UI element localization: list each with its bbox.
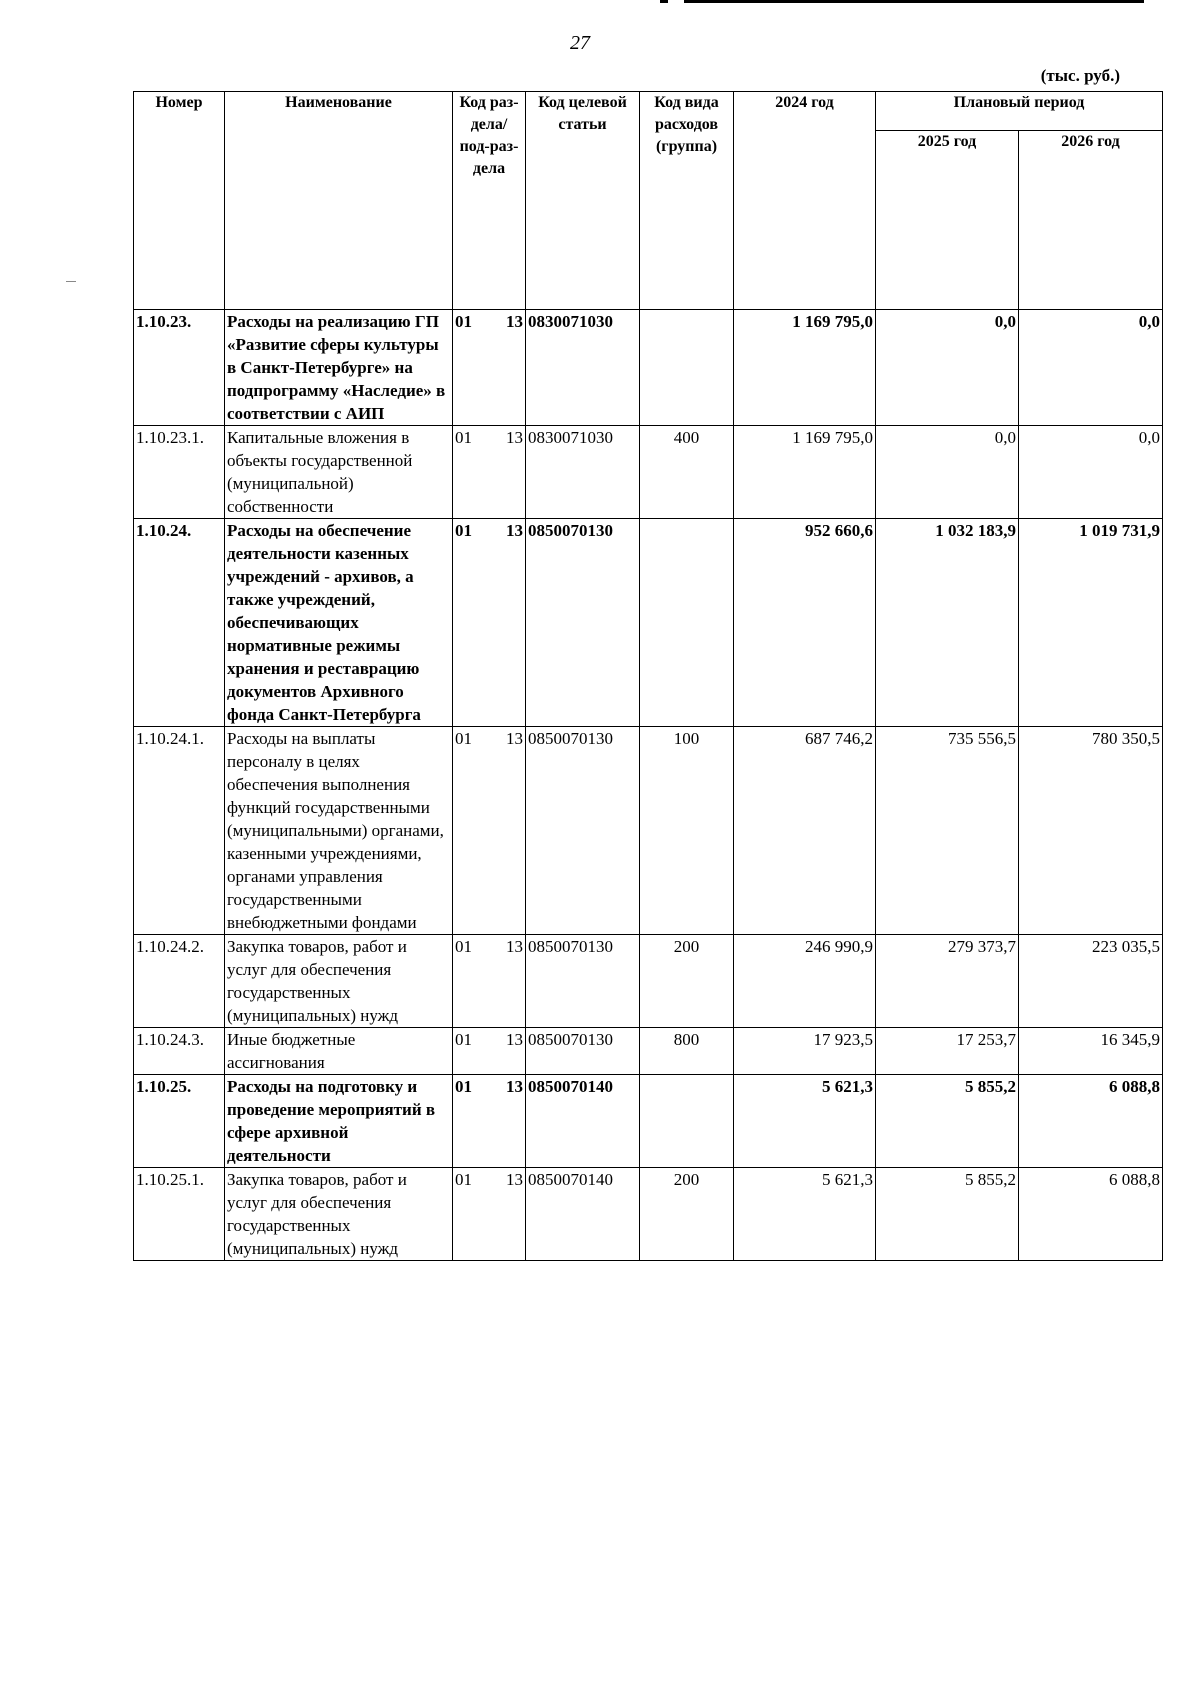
header-razdel: Код раз-дела/ под-раз-дела xyxy=(453,92,526,310)
row-expense-type: 200 xyxy=(640,935,734,1028)
row-razdel xyxy=(453,1168,526,1261)
row-target: 0850070140 xyxy=(526,1075,640,1168)
row-value-2024: 17 923,5 xyxy=(734,1028,876,1075)
row-name: Расходы на реализацию ГП «Развитие сферы культуры в Санкт-Петербурге» на подпрограмму «Наследие» в соответствии с АИП xyxy=(225,310,453,426)
row-target: 0850070130 xyxy=(526,935,640,1028)
row-value-2024: 5 621,3 xyxy=(734,1075,876,1168)
row-value-2024: 952 660,6 xyxy=(734,519,876,727)
header-planned-period: Плановый период xyxy=(876,92,1163,131)
row-name: Расходы на подготовку и проведение мероприятий в сфере архивной деятельности xyxy=(225,1075,453,1168)
row-number: 1.10.24.3. xyxy=(134,1028,225,1075)
row-value-2025: 1 032 183,9 xyxy=(876,519,1019,727)
row-razdel-code: 01 xyxy=(455,937,472,956)
row-target: 0830071030 xyxy=(526,310,640,426)
row-value-2025: 5 855,2 xyxy=(876,1075,1019,1168)
row-razdel-code: 01 xyxy=(455,1030,472,1049)
row-razdel xyxy=(453,1075,526,1168)
row-target: 0850070130 xyxy=(526,519,640,727)
row-value-2026: 16 345,9 xyxy=(1019,1028,1163,1075)
row-value-2026: 780 350,5 xyxy=(1019,727,1163,935)
row-number: 1.10.23. xyxy=(134,310,225,426)
row-value-2025: 5 855,2 xyxy=(876,1168,1019,1261)
header-2024: 2024 год xyxy=(734,92,876,310)
row-value-2024: 246 990,9 xyxy=(734,935,876,1028)
row-value-2024: 687 746,2 xyxy=(734,727,876,935)
row-value-2026: 223 035,5 xyxy=(1019,935,1163,1028)
row-expense-type xyxy=(640,310,734,426)
row-value-2025: 279 373,7 xyxy=(876,935,1019,1028)
row-value-2025: 0,0 xyxy=(876,310,1019,426)
row-value-2026: 6 088,8 xyxy=(1019,1168,1163,1261)
row-target: 0850070140 xyxy=(526,1168,640,1261)
table-header xyxy=(134,92,1163,310)
row-razdel-code: 01 xyxy=(455,1077,472,1096)
table-row xyxy=(134,1168,1163,1261)
row-razdel xyxy=(453,426,526,519)
row-value-2026: 0,0 xyxy=(1019,310,1163,426)
row-value-2025: 0,0 xyxy=(876,426,1019,519)
row-name: Капитальные вложения в объекты государственной (муниципальной) собственности xyxy=(225,426,453,519)
table-row xyxy=(134,1028,1163,1075)
row-value-2024: 1 169 795,0 xyxy=(734,310,876,426)
row-value-2024: 5 621,3 xyxy=(734,1168,876,1261)
row-podrazdel-code: 13 xyxy=(506,521,523,540)
row-razdel xyxy=(453,727,526,935)
row-podrazdel-code: 13 xyxy=(506,937,523,956)
table-row xyxy=(134,935,1163,1028)
row-number: 1.10.25. xyxy=(134,1075,225,1168)
row-podrazdel-code: 13 xyxy=(506,1030,523,1049)
header-number: Номер xyxy=(134,92,225,310)
row-podrazdel-code: 13 xyxy=(506,1077,523,1096)
row-razdel xyxy=(453,519,526,727)
units-label: (тыс. руб.) xyxy=(1040,66,1120,85)
row-number: 1.10.23.1. xyxy=(134,426,225,519)
row-name: Закупка товаров, работ и услуг для обеспечения государственных (муниципальных) нужд xyxy=(225,935,453,1028)
header-target: Код целевой статьи xyxy=(526,92,640,310)
row-razdel-code: 01 xyxy=(455,729,472,748)
row-target: 0830071030 xyxy=(526,426,640,519)
row-value-2025: 735 556,5 xyxy=(876,727,1019,935)
table-row xyxy=(134,727,1163,935)
table-row xyxy=(134,426,1163,519)
row-podrazdel-code: 13 xyxy=(506,1170,523,1189)
row-expense-type: 800 xyxy=(640,1028,734,1075)
scan-edge-mark xyxy=(660,0,668,3)
row-value-2026: 1 019 731,9 xyxy=(1019,519,1163,727)
row-expense-type: 100 xyxy=(640,727,734,935)
table-row xyxy=(134,1075,1163,1168)
table-body xyxy=(134,310,1163,1261)
row-razdel xyxy=(453,1028,526,1075)
row-value-2025: 17 253,7 xyxy=(876,1028,1019,1075)
row-number: 1.10.24.2. xyxy=(134,935,225,1028)
table-row xyxy=(134,310,1163,426)
row-name: Иные бюджетные ассигнования xyxy=(225,1028,453,1075)
row-razdel-code: 01 xyxy=(455,312,472,331)
row-expense-type: 400 xyxy=(640,426,734,519)
row-expense-type xyxy=(640,519,734,727)
scan-top-rule xyxy=(684,0,1144,3)
row-value-2024: 1 169 795,0 xyxy=(734,426,876,519)
row-number: 1.10.25.1. xyxy=(134,1168,225,1261)
row-expense-type: 200 xyxy=(640,1168,734,1261)
row-number: 1.10.24. xyxy=(134,519,225,727)
row-value-2026: 0,0 xyxy=(1019,426,1163,519)
row-razdel-code: 01 xyxy=(455,1170,472,1189)
row-target: 0850070130 xyxy=(526,727,640,935)
row-podrazdel-code: 13 xyxy=(506,428,523,447)
header-expense-type: Код вида расходов (группа) xyxy=(640,92,734,310)
scan-margin-mark xyxy=(66,281,76,282)
budget-table xyxy=(133,91,1163,1261)
row-name: Расходы на выплаты персоналу в целях обеспечения выполнения функций государственными (муниципальными) органами, казенными учреждениями, органами управления государственными внебюджетными фондами xyxy=(225,727,453,935)
row-expense-type xyxy=(640,1075,734,1168)
row-razdel-code: 01 xyxy=(455,428,472,447)
row-value-2026: 6 088,8 xyxy=(1019,1075,1163,1168)
row-podrazdel-code: 13 xyxy=(506,729,523,748)
header-name: Наименование xyxy=(225,92,453,310)
row-razdel xyxy=(453,310,526,426)
table-row xyxy=(134,519,1163,727)
row-razdel-code: 01 xyxy=(455,521,472,540)
row-podrazdel-code: 13 xyxy=(506,312,523,331)
row-number: 1.10.24.1. xyxy=(134,727,225,935)
row-target: 0850070130 xyxy=(526,1028,640,1075)
header-2026: 2026 год xyxy=(1019,131,1163,310)
row-name: Расходы на обеспечение деятельности казенных учреждений - архивов, а также учреждений, обеспечивающих нормативные режимы хранения и реставрацию документов Архивного фонда Санкт-Петербурга xyxy=(225,519,453,727)
header-2025: 2025 год xyxy=(876,131,1019,310)
page-number: 27 xyxy=(570,32,590,54)
row-razdel xyxy=(453,935,526,1028)
row-name: Закупка товаров, работ и услуг для обеспечения государственных (муниципальных) нужд xyxy=(225,1168,453,1261)
